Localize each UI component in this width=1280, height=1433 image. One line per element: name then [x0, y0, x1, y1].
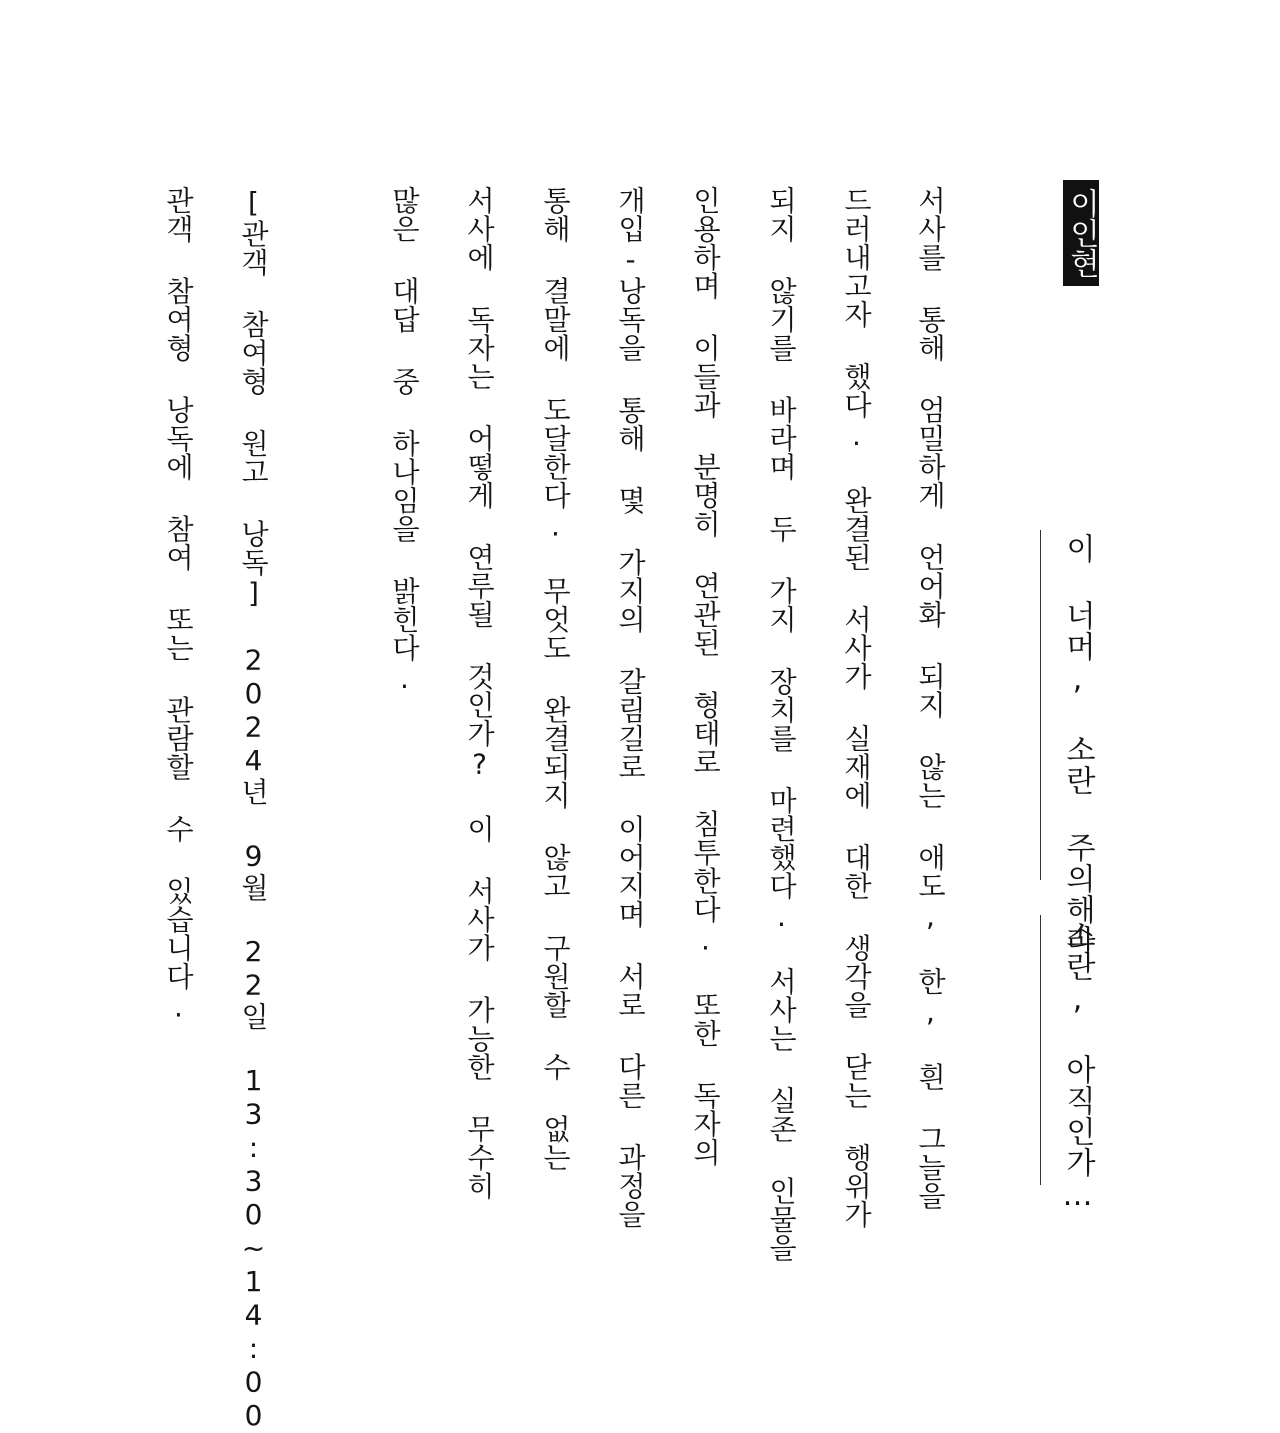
body-column-8: 많은 대답 중 하나임을 밝힌다.: [388, 186, 421, 696]
body-column-3: 되지 않기를 바라며 두 가지 장치를 마련했다. 서사는 실존 인물을: [765, 186, 798, 1262]
title-2: 소란, 아직인가…: [1060, 920, 1095, 1214]
title-2-rule: [1040, 915, 1041, 1185]
body-column-2: 드러내고자 했다. 완결된 서사가 실재에 대한 생각을 닫는 행위가: [840, 186, 873, 1229]
event-info-column-1: [관객 참여형 원고 낭독] 2024년 9월 22일 13:30~14:00: [237, 186, 270, 1433]
event-info-column-2: 관객 참여형 낭독에 참여 또는 관람할 수 있습니다.: [162, 186, 195, 1024]
author-name-badge: 이인현: [1063, 180, 1099, 286]
body-column-7: 서사에 독자는 어떻게 연루될 것인가? 이 서사가 가능한 무수히: [463, 186, 496, 1200]
title-1-rule: [1040, 530, 1041, 880]
body-column-4: 인용하며 이들과 분명히 연관된 형태로 침투한다. 또한 독자의: [689, 186, 722, 1167]
body-column-1: 서사를 통해 엄밀하게 언어화 되지 않는 애도, 한, 흰 그늘을: [914, 186, 947, 1210]
body-column-5: 개입-낭독을 통해 몇 가지의 갈림길로 이어지며 서로 다른 과정을: [614, 186, 647, 1229]
title-1: 이 너머, 소란 주의해라: [1060, 533, 1095, 956]
body-column-6: 통해 결말에 도달한다. 무엇도 완결되지 않고 구원할 수 없는: [539, 186, 572, 1172]
